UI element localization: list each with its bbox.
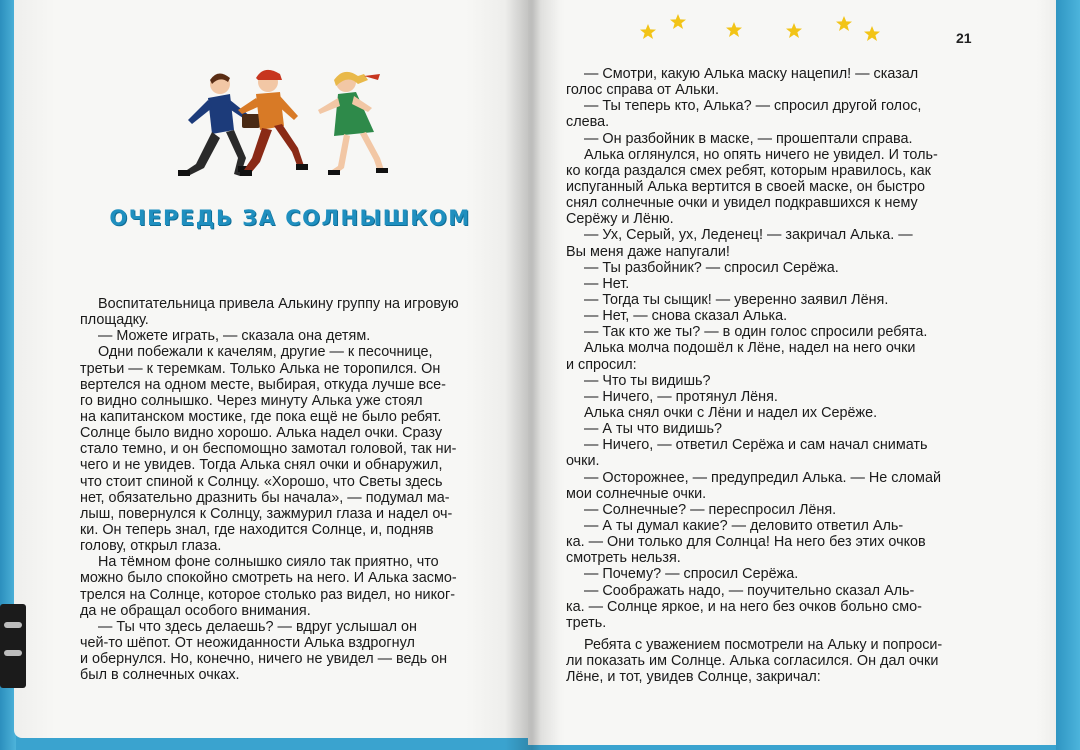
text-line: — Он разбойник в маске, — прошептали справа. [584, 130, 913, 147]
running-children-illustration [168, 60, 408, 190]
text-line: треть. [566, 614, 607, 631]
text-line: снял солнечные очки и увидел подкравшихся к нему [566, 195, 918, 212]
text-line: Алька молча подошёл к Лёне, надел на него очки [584, 340, 916, 357]
text-line: Одни побежали к качелям, другие — к песочнице, [98, 344, 433, 361]
text-line: — Можете играть, — сказала она детям. [98, 328, 371, 345]
text-line: На тёмном фоне солнышко сияло так приятно, что [98, 554, 439, 571]
star-icon [836, 16, 852, 31]
text-line: да не обращал особого внимания. [80, 602, 311, 619]
text-line: чей-то шёпот. От неожиданности Алька вздрогнул [80, 634, 415, 651]
text-line: и обернулся. Но, конечно, ничего не увидел — ведь он [80, 651, 448, 668]
text-line: — А ты думал какие? — деловито ответил Аль- [584, 517, 904, 534]
text-line: Алька снял очки с Лёни и надел их Серёже. [584, 404, 878, 421]
text-line: — Нет, — снова сказал Алька. [584, 308, 788, 325]
text-line: смотреть нельзя. [566, 550, 681, 567]
text-line: площадку. [80, 312, 149, 329]
star-icon [786, 23, 802, 38]
text-line: ка. — Солнце яркое, и на него без очков больно смо- [566, 598, 922, 615]
chapter-title: ОЧЕРЕДЬ ЗА СОЛНЫШКОМ [109, 206, 471, 230]
text-line: Вы меня даже напугали! [566, 243, 730, 260]
text-line: Солнце было видно хорошо. Алька надел очки. Сразу [80, 425, 443, 442]
text-line: — Осторожнее, — предупредил Алька. — Не сломай [584, 469, 941, 486]
clip-ring [4, 650, 22, 656]
text-line: трелся на Солнце, которое столько раз видел, но никог- [80, 586, 456, 603]
text-line: Воспитательница привела Алькину группу на игровую [98, 296, 459, 312]
text-line: Алька оглянулся, но опять ничего не увидел. И толь- [584, 146, 938, 163]
text-line: лыш, повернулся к Солнцу, зажмурил глаза и надел оч- [80, 505, 453, 522]
book-cover-right-edge [1056, 0, 1080, 750]
text-line: — Так кто же ты? — в один голос спросили ребята. [584, 324, 928, 341]
girl-in-green-dress-figure [318, 72, 388, 175]
text-line: — Соображать надо, — поучительно сказал Аль- [584, 582, 915, 599]
boy-with-briefcase-figure [178, 73, 260, 176]
text-line: ли показать им Солнце. Алька согласился. Он дал очки [566, 653, 939, 670]
text-line: третьи — к теремкам. Только Алька не торопился. Он [80, 360, 441, 377]
text-line: стало темно, и он беспомощно замотал головой, так ни- [80, 441, 457, 458]
text-line: очки. [566, 453, 600, 470]
text-line: — Ты разбойник? — спросил Серёжа. [584, 259, 839, 276]
text-line: голову, открыл глаза. [80, 538, 222, 555]
text-line: слева. [566, 114, 610, 131]
page-number: 21 [956, 30, 972, 46]
right-page-text [566, 66, 984, 685]
text-line: нет, обязательно дразнить бы начала», — подумал ма- [80, 489, 450, 506]
star-icon [640, 24, 656, 39]
text-line: что стоит спиной к Солнцу. «Хорошо, что Светы здесь [80, 473, 443, 490]
text-line: ки. Он теперь знал, где находится Солнце, и, подняв [80, 521, 434, 538]
text-line: вертелся на одном месте, выбирая, откуда лучше все- [80, 376, 446, 393]
text-line: ко когда раздался смех ребят, которым нравилось, как [566, 162, 931, 179]
text-line: — Ничего, — протянул Лёня. [584, 388, 778, 405]
text-line: Лёне, и тот, увидев Солнце, закричал: [566, 669, 821, 686]
star-icon [864, 26, 880, 41]
star-icons [630, 14, 890, 48]
text-line: — Что ты видишь? [584, 372, 711, 389]
clip-ring [4, 622, 22, 628]
text-line: ка. — Они только для Солнца! На него без этих очков [566, 534, 926, 551]
text-line: — Нет. [584, 275, 630, 292]
text-line: — Почему? — спросил Серёжа. [584, 566, 799, 583]
text-line: мои солнечные очки. [566, 485, 707, 502]
left-page-text [80, 296, 493, 683]
text-line: — Ух, Серый, ух, Леденец! — закричал Алька. — [584, 227, 913, 244]
text-line: — А ты что видишь? [584, 421, 723, 438]
text-line: — Смотри, какую Алька маску нацепил! — сказал [584, 66, 919, 82]
binder-clip [0, 604, 26, 688]
star-icon [726, 22, 742, 37]
text-line: был в солнечных очках. [80, 667, 240, 684]
text-line: — Ты теперь кто, Алька? — спросил другой голос, [584, 98, 922, 115]
text-line: можно было спокойно смотреть на него. И Алька засмо- [80, 570, 457, 587]
text-line: — Солнечные? — переспросил Лёня. [584, 501, 837, 518]
text-line: Серёжу и Лёню. [566, 211, 674, 228]
text-line: — Ты что здесь делаешь? — вдруг услышал он [98, 618, 417, 635]
star-icon [670, 14, 686, 29]
text-line: го видно солнышко. Через минуту Алька уже стоял [80, 392, 423, 409]
text-line: — Тогда ты сыщик! — уверенно заявил Лёня. [584, 291, 889, 308]
text-line: на капитанском мостике, где пока ещё не было ребят. [80, 408, 442, 425]
text-line: испуганный Алька вертится в своей маске, он быстро [566, 178, 925, 195]
text-line: чего и не увидев. Тогда Алька снял очки и обнаружил, [80, 457, 443, 474]
text-line: Ребята с уважением посмотрели на Альку и попроси- [584, 636, 943, 653]
text-line: и спросил: [566, 356, 637, 373]
text-line: — Ничего, — ответил Серёжа и сам начал снимать [584, 437, 928, 454]
text-line: голос справа от Альки. [566, 82, 719, 99]
